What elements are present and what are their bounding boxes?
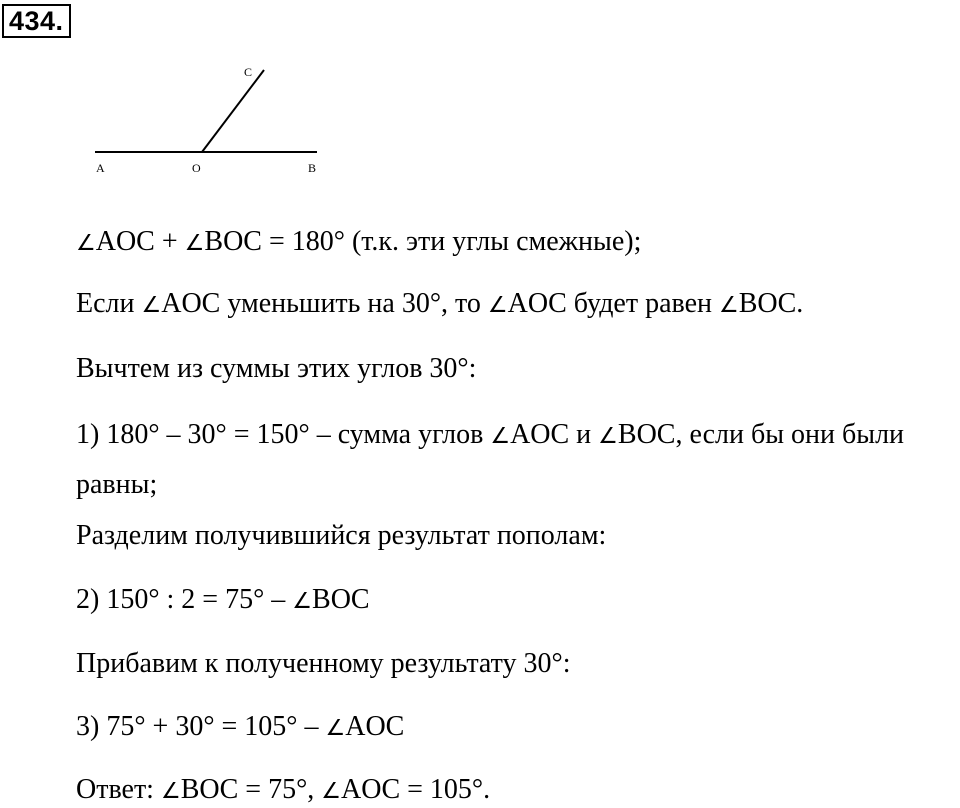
solution-line-7: 2) 150° : 2 = 75° – ∠BOC xyxy=(76,584,370,615)
angle-symbol: ∠ xyxy=(184,231,205,256)
solution-line-9: 3) 75° + 30° = 105° – ∠AOC xyxy=(76,711,405,742)
angle-symbol: ∠ xyxy=(598,424,618,449)
angle-symbol: ∠ xyxy=(160,779,181,804)
solution-line-6: Разделим получившийся результат пополам: xyxy=(76,520,607,551)
angle-symbol: ∠ xyxy=(141,293,162,318)
adjacent-angles-figure xyxy=(0,0,400,200)
angle-symbol: ∠ xyxy=(325,716,346,741)
solution-line-1: ∠AOC + ∠BOC = 180° (т.к. эти углы смежные); xyxy=(76,226,642,257)
solution-line-5: равны; xyxy=(76,469,158,500)
angle-symbol: ∠ xyxy=(321,779,341,804)
angle-symbol: ∠ xyxy=(719,293,739,318)
ray-oc xyxy=(202,70,264,152)
answer-line: Ответ: ∠BOC = 75°, ∠AOC = 105°. xyxy=(76,774,491,805)
solution-line-8: Прибавим к полученному результату 30°: xyxy=(76,648,571,679)
solution-line-3: Вычтем из суммы этих углов 30°: xyxy=(76,353,477,384)
point-label-b: B xyxy=(308,161,317,175)
solution-line-4: 1) 180° – 30° = 150° – сумма углов ∠AOC и ∠BOC, если бы они были xyxy=(76,419,905,450)
angle-symbol: ∠ xyxy=(490,424,511,449)
point-label-c: C xyxy=(244,65,253,79)
solution-line-2: Если ∠AOC уменьшить на 30°, то ∠AOC будет равен ∠BOC. xyxy=(76,288,804,319)
point-label-a: A xyxy=(96,161,105,175)
problem-number: 434. xyxy=(2,4,71,38)
angle-symbol: ∠ xyxy=(76,231,96,256)
point-label-o: O xyxy=(192,161,201,175)
angle-symbol: ∠ xyxy=(292,589,313,614)
angle-symbol: ∠ xyxy=(487,293,508,318)
